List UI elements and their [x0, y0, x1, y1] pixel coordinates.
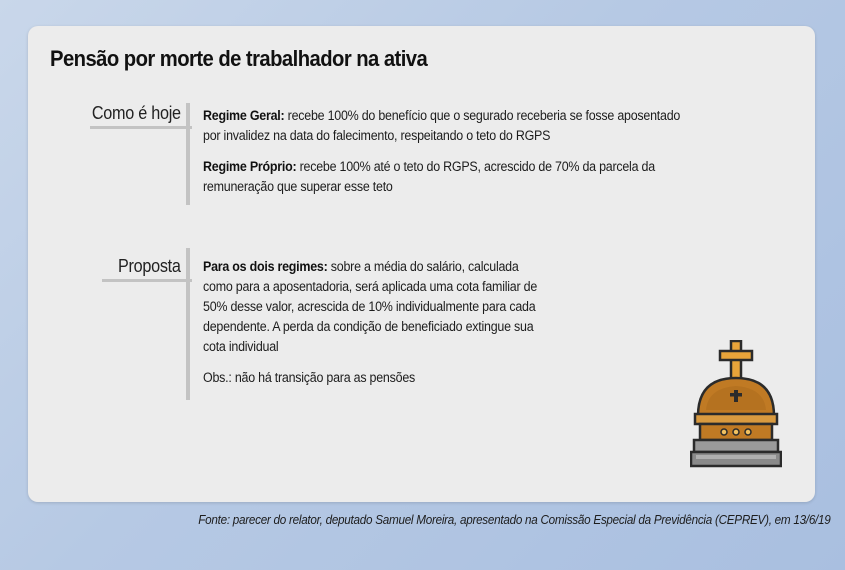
paragraph-line: cota individual	[203, 339, 279, 354]
section-underline	[90, 126, 192, 129]
paragraph-line: Obs.: não há transição para as pensões	[203, 370, 416, 385]
section-underline	[102, 279, 192, 282]
paragraph-line: dependente. A perda da condição de beneficiado extingue sua	[203, 319, 534, 334]
paragraph-regime-proprio	[203, 157, 724, 197]
paragraph-line: recebe 100% até o teto do RGPS, acrescido de 70% da parcela da	[299, 159, 655, 174]
section-text-proposta	[203, 257, 575, 388]
paragraph-line: sobre a média do salário, calculada	[330, 259, 519, 274]
cross-icon	[720, 341, 752, 381]
section-label-proposta: Proposta	[118, 256, 181, 276]
section-divider	[186, 248, 190, 400]
paragraph-regime-geral	[203, 106, 724, 146]
page-title: Pensão por morte de trabalhador na ativa	[50, 46, 428, 71]
paragraph-line: como para a aposentadoria, será aplicada uma cota familiar de	[203, 279, 538, 294]
paragraph-observacao	[203, 368, 575, 388]
paragraph-line: recebe 100% do benefício que o segurado receberia se fosse aposentado	[287, 108, 681, 123]
section-divider	[186, 103, 190, 205]
paragraph-bold-label: Regime Geral:	[203, 108, 285, 123]
paragraph-line: 50% desse valor, acrescida de 10% individualmente para cada	[203, 299, 536, 314]
section-text-como-e-hoje	[203, 106, 724, 197]
section-label-como-e-hoje: Como é hoje	[92, 103, 181, 123]
source-caption: Fonte: parecer do relator, deputado Samuel Moreira, apresentado na Comissão Especial da Previdência (CEPREV), em 13/6/19	[198, 512, 831, 527]
paragraph-line: remuneração que superar esse teto	[203, 179, 393, 194]
paragraph-para-os-dois-regimes	[203, 257, 575, 357]
paragraph-bold-label: Regime Próprio:	[203, 159, 297, 174]
paragraph-bold-label: Para os dois regimes:	[203, 259, 328, 274]
tombstone-with-cross-icon	[690, 340, 782, 470]
paragraph-line: por invalidez na data do falecimento, respeitando o teto do RGPS	[203, 128, 551, 143]
